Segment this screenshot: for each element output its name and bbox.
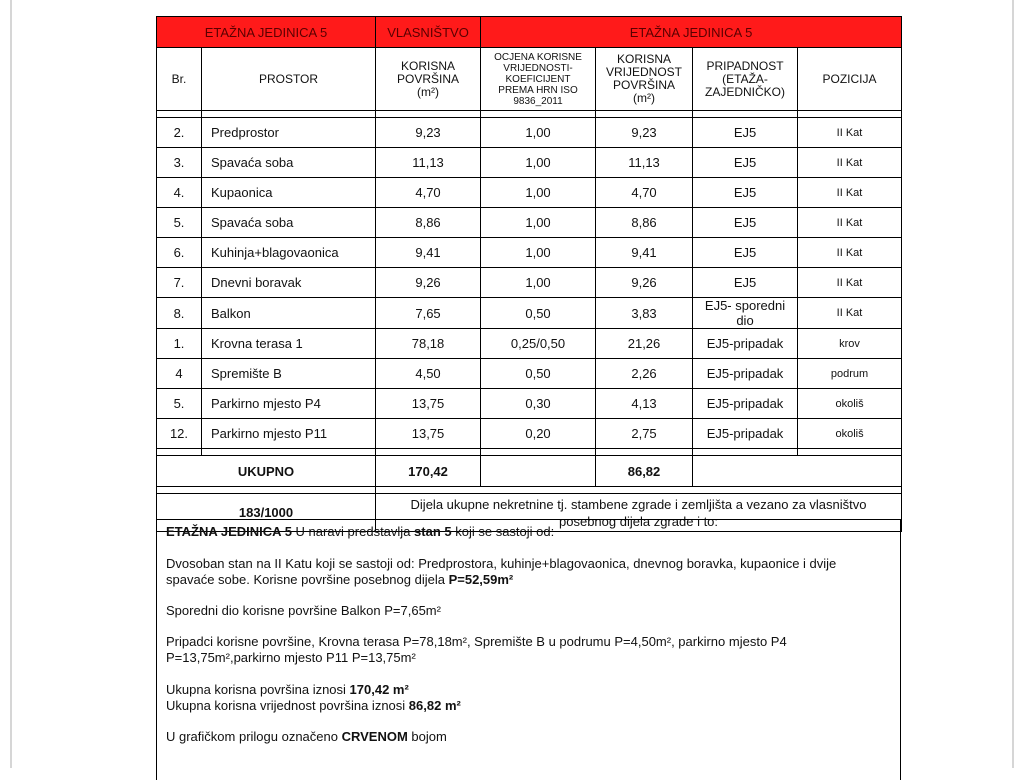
description-box [156,519,901,780]
row-povrsina: 8,86 [376,208,481,238]
col-ocjena-l2: VRIJEDNOSTI- [503,62,573,74]
table-row [157,298,902,329]
col-vrijednost-l4: (m²) [633,91,655,105]
row-vrijednost: 9,23 [596,118,693,148]
row-vrijednost: 9,41 [596,238,693,268]
row-br: 1. [157,329,202,359]
desc-appurtenances-line1: Pripadci korisne površine, Krovna terasa P=78,18m², Spremište B u podrumu P=4,50m², parkirno mjesto P4 [166,634,787,649]
row-koeficijent: 1,00 [481,178,596,208]
row-vrijednost: 11,13 [596,148,693,178]
row-koeficijent: 0,20 [481,419,596,449]
desc-total-value-value: 86,82 m² [408,698,461,713]
row-br: 2. [157,118,202,148]
col-korisna-povrsina-l2: POVRŠINA [397,71,460,86]
row-pripadnost: EJ5-pripadak [693,419,798,449]
desc-graphic-note [166,729,890,745]
desc-appurtenances [166,634,890,666]
col-prostor: PROSTOR [202,48,376,111]
row-pozicija: krov [798,329,902,359]
row-prostor: Spavaća soba [202,148,376,178]
col-pozicija: POZICIJA [798,48,902,111]
table-row [157,389,902,419]
header-red-row [157,17,902,48]
col-ocjena [481,48,596,111]
desc-total-area-text: Ukupna korisna površina iznosi [166,682,350,697]
row-pripadnost: EJ5 [693,208,798,238]
row-prostor: Spremište B [202,359,376,389]
row-koeficijent: 1,00 [481,268,596,298]
row-vrijednost: 4,13 [596,389,693,419]
row-prostor: Parkirno mjesto P4 [202,389,376,419]
row-pozicija: podrum [798,359,902,389]
desc-apartment-line1: Dvosoban stan na II Katu koji se sastoji od: Predprostora, kuhinje+blagovaonica, dnevnog boravka, kupaonice i dvije [166,556,837,571]
share-text-line2: posebnog dijela zgrade i to: [559,513,719,529]
desc-apartment-area: P=52,59m² [448,572,514,587]
row-pripadnost: EJ5 [693,148,798,178]
area-table [156,16,902,532]
row-prostor: Krovna terasa 1 [202,329,376,359]
desc-totals [166,682,890,714]
row-povrsina: 78,18 [376,329,481,359]
row-br: 12. [157,419,202,449]
row-prostor: Kupaonica [202,178,376,208]
table-row [157,178,902,208]
row-koeficijent: 0,50 [481,298,596,329]
desc-graphic-text-b: bojom [407,729,447,744]
total-empty-right [693,456,902,487]
row-br: 6. [157,238,202,268]
row-br: 4 [157,359,202,389]
table-row [157,329,902,359]
row-pripadnost: EJ5-pripadak [693,389,798,419]
row-br: 5. [157,208,202,238]
row-pripadnost: EJ5 [693,238,798,268]
row-povrsina: 9,41 [376,238,481,268]
row-vrijednost: 3,83 [596,298,693,329]
row-br: 5. [157,389,202,419]
desc-intro-text-a: U naravi predstavlja [291,524,415,539]
share-fraction: 183/1000 [157,494,376,532]
row-pripadnost: EJ5 [693,118,798,148]
row-prostor: Kuhinja+blagovaonica [202,238,376,268]
col-korisna-povrsina-l1: KORISNA [401,58,456,73]
desc-unit-title: ETAŽNA JEDINICA 5 [166,524,292,539]
row-prostor: Balkon [202,298,376,329]
desc-apartment-line2: spavaće sobe. Korisne površine posebnog dijela [166,572,449,587]
desc-intro-text-b: koji se sastoji od: [451,524,555,539]
row-br: 8. [157,298,202,329]
desc-graphic-text-a: U grafičkom prilogu označeno [166,729,342,744]
row-povrsina: 4,70 [376,178,481,208]
header-spacer-row [157,111,902,118]
col-korisna-povrsina [376,48,481,111]
row-pozicija: II Kat [798,298,902,329]
share-spacer-row [157,487,902,494]
col-br: Br. [157,48,202,111]
row-pozicija: II Kat [798,118,902,148]
table-row [157,118,902,148]
col-korisna-povrsina-l3: (m²) [417,84,439,99]
desc-stan: stan 5 [414,524,452,539]
header-vlasnistvo: VLASNIŠTVO [376,17,481,48]
row-koeficijent: 0,25/0,50 [481,329,596,359]
col-ocjena-l3: KOEFICIJENT [505,73,571,85]
total-label: UKUPNO [157,456,376,487]
row-pripadnost: EJ5- sporedni dio [693,298,798,329]
table-row [157,268,902,298]
desc-total-area-value: 170,42 m² [349,682,409,697]
row-povrsina: 13,75 [376,389,481,419]
table-row [157,419,902,449]
row-vrijednost: 2,75 [596,419,693,449]
row-povrsina: 4,50 [376,359,481,389]
row-br: 4. [157,178,202,208]
row-koeficijent: 1,00 [481,238,596,268]
row-pozicija: II Kat [798,268,902,298]
col-vrijednost-l3: POVRŠINA [613,78,676,92]
row-vrijednost: 2,26 [596,359,693,389]
row-povrsina: 9,26 [376,268,481,298]
desc-balcony: Sporedni dio korisne površine Balkon P=7,65m² [166,603,441,618]
column-header-row [157,48,902,111]
desc-intro [166,524,890,540]
col-ocjena-l5: 9836_2011 [513,95,563,107]
row-povrsina: 9,23 [376,118,481,148]
table-row [157,208,902,238]
row-prostor: Dnevni boravak [202,268,376,298]
total-empty-koef [481,456,596,487]
row-koeficijent: 1,00 [481,118,596,148]
desc-graphic-crvenom: CRVENOM [341,729,408,744]
row-koeficijent: 1,00 [481,148,596,178]
row-koeficijent: 1,00 [481,208,596,238]
page-edge-right [1012,0,1014,768]
row-pripadnost: EJ5 [693,178,798,208]
row-pozicija: II Kat [798,208,902,238]
row-pozicija: II Kat [798,148,902,178]
table-row [157,359,902,389]
total-povrsina: 170,42 [376,456,481,487]
col-pripadnost [693,48,798,111]
row-pozicija: II Kat [798,238,902,268]
row-pripadnost: EJ5-pripadak [693,359,798,389]
col-vrijednost-l2: VRIJEDNOST [606,65,683,79]
desc-total-value-text: Ukupna korisna vrijednost površina iznosi [166,698,409,713]
table-row [157,148,902,178]
col-ocjena-l4: PREMA HRN ISO [498,84,578,96]
col-pripadnost-l1: PRIPADNOST [706,58,784,73]
col-korisna-vrijednost [596,48,693,111]
row-br: 3. [157,148,202,178]
table-row [157,238,902,268]
row-pripadnost: EJ5-pripadak [693,329,798,359]
row-koeficijent: 0,30 [481,389,596,419]
desc-appurtenances-line2: P=13,75m²,parkirno mjesto P11 P=13,75m² [166,650,416,665]
total-row [157,456,902,487]
total-spacer-row [157,449,902,456]
row-koeficijent: 0,50 [481,359,596,389]
row-vrijednost: 21,26 [596,329,693,359]
col-vrijednost-l1: KORISNA [617,52,672,66]
row-vrijednost: 9,26 [596,268,693,298]
row-povrsina: 7,65 [376,298,481,329]
share-text-line1: Dijela ukupne nekretnine tj. stambene zgrade i zemljišta a vezano za vlasništvo [410,496,867,512]
total-vrijednost: 86,82 [596,456,693,487]
desc-apartment [166,556,890,588]
header-etazna-left: ETAŽNA JEDINICA 5 [157,17,376,48]
row-pozicija: okoliš [798,419,902,449]
header-etazna-right: ETAŽNA JEDINICA 5 [481,17,902,48]
row-pripadnost: EJ5 [693,268,798,298]
row-pozicija: okoliš [798,389,902,419]
row-prostor: Parkirno mjesto P11 [202,419,376,449]
row-povrsina: 13,75 [376,419,481,449]
row-prostor: Spavaća soba [202,208,376,238]
page-edge-left [10,0,12,768]
row-br: 7. [157,268,202,298]
col-pripadnost-l2: (ETAŽA- [722,71,768,86]
row-vrijednost: 4,70 [596,178,693,208]
col-pripadnost-l3: ZAJEDNIČKO) [705,84,786,99]
row-pozicija: II Kat [798,178,902,208]
col-ocjena-l1: OCJENA KORISNE [494,51,582,63]
row-prostor: Predprostor [202,118,376,148]
row-povrsina: 11,13 [376,148,481,178]
row-vrijednost: 8,86 [596,208,693,238]
